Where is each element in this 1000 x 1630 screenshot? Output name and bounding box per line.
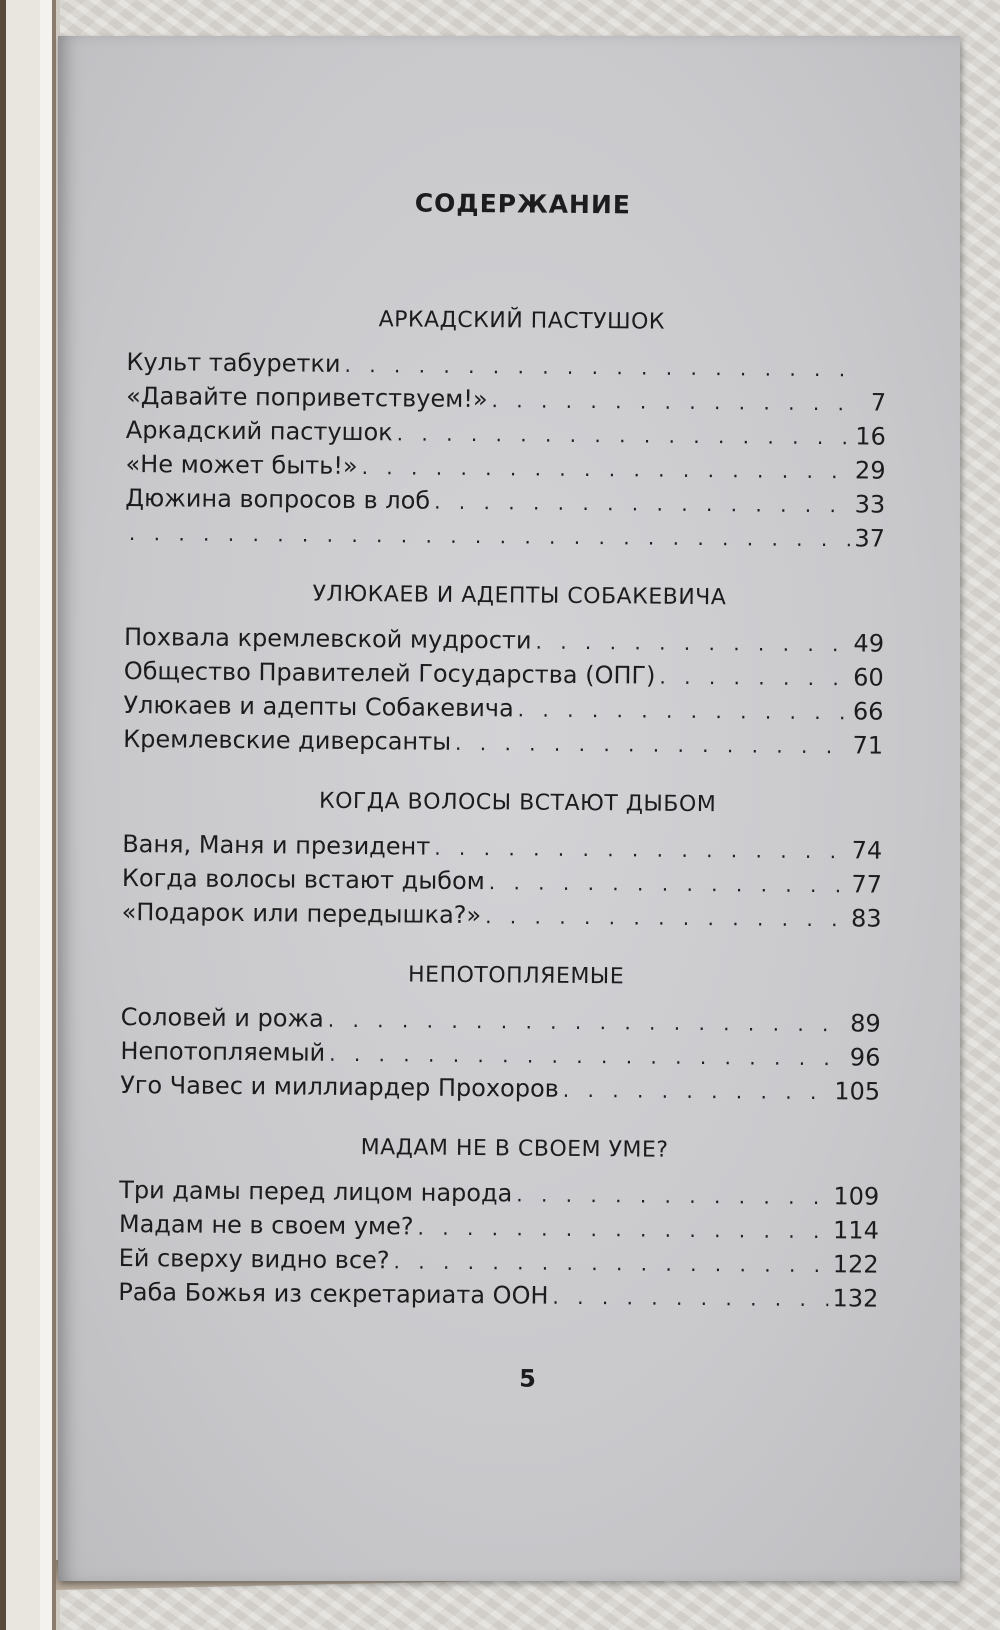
toc-entry-page: 7 bbox=[870, 388, 887, 417]
section-title: АРКАДСКИЙ ПАСТУШОК bbox=[378, 307, 666, 335]
toc-entry-page: 16 bbox=[855, 422, 886, 451]
dot-leader bbox=[329, 1038, 846, 1076]
toc-entry-title: Непотопляемый bbox=[120, 1036, 326, 1067]
dot-leader bbox=[491, 384, 854, 420]
toc-entry-title: Общество Правителей Государства (ОПГ) bbox=[123, 656, 656, 690]
dot-leader bbox=[659, 661, 849, 696]
dot-leader bbox=[489, 866, 848, 902]
toc-entry-page: 74 bbox=[851, 836, 883, 865]
toc-entry-page: 60 bbox=[853, 663, 884, 692]
toc-entry-page: 132 bbox=[832, 1284, 879, 1313]
page-title: СОДЕРЖАНИЕ bbox=[414, 188, 632, 220]
toc-entry-title: Культ табуретки bbox=[126, 347, 341, 378]
toc-entry bbox=[122, 896, 882, 937]
page-number: 5 bbox=[519, 1364, 537, 1393]
toc-entry-page: 49 bbox=[853, 629, 885, 658]
dot-leader bbox=[362, 451, 852, 488]
dot-leader bbox=[434, 832, 848, 869]
toc-entry-title: «Не может быть!» bbox=[125, 449, 358, 481]
dot-leader bbox=[393, 1245, 829, 1282]
toc-entry-title: Похвала кремлевской мудрости bbox=[123, 622, 532, 655]
dot-leader bbox=[518, 693, 849, 729]
toc-entry-page: 66 bbox=[852, 697, 884, 726]
toc-section bbox=[125, 305, 887, 557]
section-title: УЛЮКАЕВ И АДЕПТЫ СОБАКЕВИЧА bbox=[312, 581, 727, 611]
toc-entry-title: «Подарок или передышка?» bbox=[121, 897, 482, 930]
toc-entry bbox=[123, 723, 883, 764]
toc-entry-title: Ваня, Маня и президент bbox=[122, 829, 431, 861]
dot-leader bbox=[328, 1004, 847, 1042]
table-of-contents bbox=[118, 186, 888, 1393]
toc-entry-page: 105 bbox=[834, 1077, 881, 1106]
toc-entry-page: 29 bbox=[854, 456, 886, 485]
dot-leader bbox=[397, 417, 852, 454]
dot-leader bbox=[455, 727, 849, 763]
toc-entry-title: Соловей и рожа bbox=[120, 1002, 324, 1033]
toc-sections bbox=[118, 305, 887, 1317]
toc-entry-page: 83 bbox=[850, 904, 882, 933]
toc-entry-page: 77 bbox=[851, 870, 883, 899]
toc-entry bbox=[118, 1276, 878, 1317]
dot-leader bbox=[417, 1212, 829, 1249]
toc-entry-title: Когда волосы встают дыбом bbox=[121, 863, 485, 896]
dot-leader bbox=[129, 517, 851, 556]
toc-entry-page: 71 bbox=[852, 731, 884, 760]
section-title: МАДАМ НЕ В СВОЕМ УМЕ? bbox=[360, 1135, 669, 1163]
book-page bbox=[58, 36, 960, 1581]
dot-leader bbox=[552, 1281, 828, 1316]
section-title: КОГДА ВОЛОСЫ ВСТАЮТ ДЫБОМ bbox=[318, 788, 717, 818]
toc-entry-page: 37 bbox=[854, 524, 886, 553]
toc-entry-title: Аркадский пастушок bbox=[125, 415, 393, 447]
toc-entry-title: Уго Чавес и миллиардер Прохоров bbox=[120, 1070, 559, 1103]
toc-entry-page: 114 bbox=[832, 1216, 880, 1245]
toc-entry-title: Дюжина вопросов в лоб bbox=[125, 483, 431, 515]
dot-leader bbox=[563, 1074, 831, 1109]
toc-entry-title: Три дамы перед лицом народа bbox=[119, 1175, 513, 1208]
toc-entry-title: Улюкаев и адепты Собакевича bbox=[123, 690, 514, 723]
toc-entry bbox=[120, 1069, 880, 1110]
toc-entry-page: 33 bbox=[854, 490, 886, 519]
dot-leader bbox=[516, 1178, 829, 1214]
dot-leader bbox=[344, 349, 854, 386]
dot-leader bbox=[485, 900, 847, 936]
toc-entry-page: 96 bbox=[849, 1043, 881, 1072]
toc-section bbox=[120, 960, 881, 1110]
toc-entry-title: Кремлевские диверсанты bbox=[123, 724, 452, 756]
dot-leader bbox=[535, 626, 849, 662]
toc-entry-title: Ей сверху видно все? bbox=[118, 1243, 390, 1275]
toc-entry bbox=[125, 516, 885, 557]
toc-entry-page: 89 bbox=[850, 1009, 881, 1038]
toc-section bbox=[123, 580, 885, 764]
section-title: НЕПОТОПЛЯЕМЫЕ bbox=[407, 962, 625, 990]
book-cover-edge bbox=[0, 0, 60, 1630]
toc-entry-title: Раба Божья из секретариата ООН bbox=[118, 1277, 549, 1310]
toc-section bbox=[118, 1133, 880, 1317]
toc-entry-title: Мадам не в своем уме? bbox=[118, 1209, 414, 1241]
dot-leader bbox=[434, 486, 851, 523]
toc-entry-page: 109 bbox=[833, 1182, 880, 1211]
toc-entry-title: «Давайте поприветствуем!» bbox=[126, 381, 488, 414]
toc-entry-page: 122 bbox=[832, 1250, 879, 1279]
toc-section bbox=[122, 787, 883, 937]
